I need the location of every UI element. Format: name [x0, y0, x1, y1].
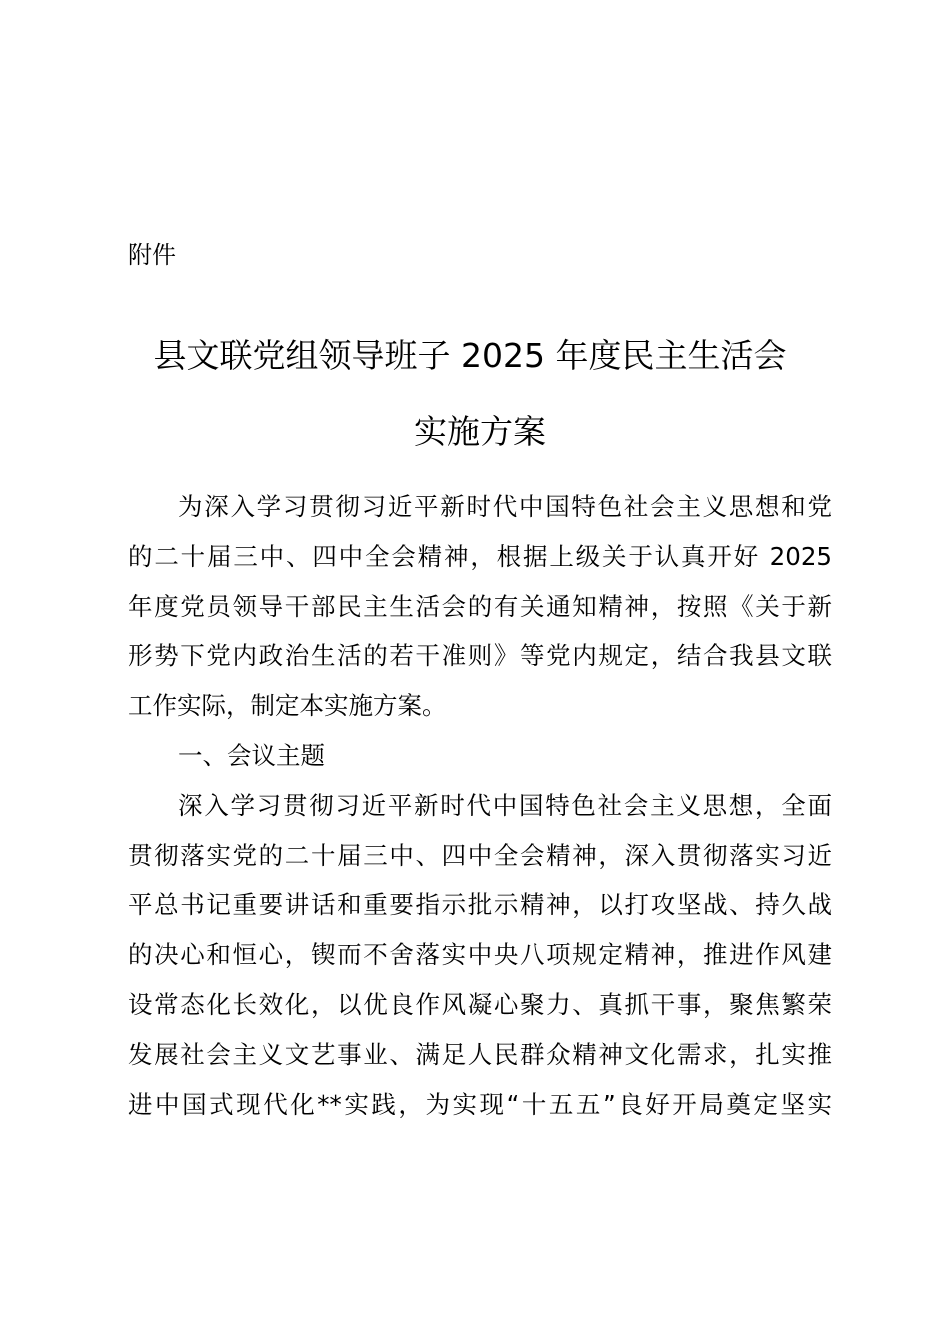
document-title-line-2: 实施方案 — [414, 412, 546, 451]
paragraph-line: 工作实际，制定本实施方案。 — [128, 691, 447, 721]
paragraph-line: 贯彻落实党的二十届三中、四中全会精神，深入贯彻落实习近 — [128, 840, 832, 870]
paragraph-line: 发展社会主义文艺事业、满足人民群众精神文化需求，扎实推 — [128, 1039, 832, 1069]
intro-paragraph — [128, 482, 832, 731]
document-title-line-1: 县文联党组领导班子 2025 年度民主生活会 — [153, 336, 787, 375]
paragraph-line: 平总书记重要讲话和重要指示批示精神，以打攻坚战、持久战 — [128, 890, 832, 920]
paragraph-line: 进中国式现代化**实践，为实现“十五五”良好开局奠定坚实 — [128, 1089, 832, 1119]
paragraph-line: 深入学习贯彻习近平新时代中国特色社会主义思想，全面 — [178, 790, 832, 820]
attachment-label: 附件 — [128, 241, 176, 269]
paragraph-line: 的二十届三中、四中全会精神，根据上级关于认真开好 2025 — [128, 541, 832, 571]
section-1-paragraph — [128, 781, 832, 1130]
section-heading-meeting-theme: 一、会议主题 — [178, 740, 325, 770]
paragraph-line: 为深入学习贯彻习近平新时代中国特色社会主义思想和党 — [178, 492, 832, 521]
paragraph-line: 设常态化长效化，以优良作风凝心聚力、真抓干事，聚焦繁荣 — [128, 989, 832, 1019]
document-body — [128, 482, 832, 1129]
paragraph-line: 的决心和恒心，锲而不舍落实中央八项规定精神，推进作风建 — [128, 940, 832, 970]
paragraph-line: 年度党员领导干部民主生活会的有关通知精神，按照《关于新 — [128, 591, 832, 621]
paragraph-line: 形势下党内政治生活的若干准则》等党内规定，结合我县文联 — [128, 641, 832, 671]
